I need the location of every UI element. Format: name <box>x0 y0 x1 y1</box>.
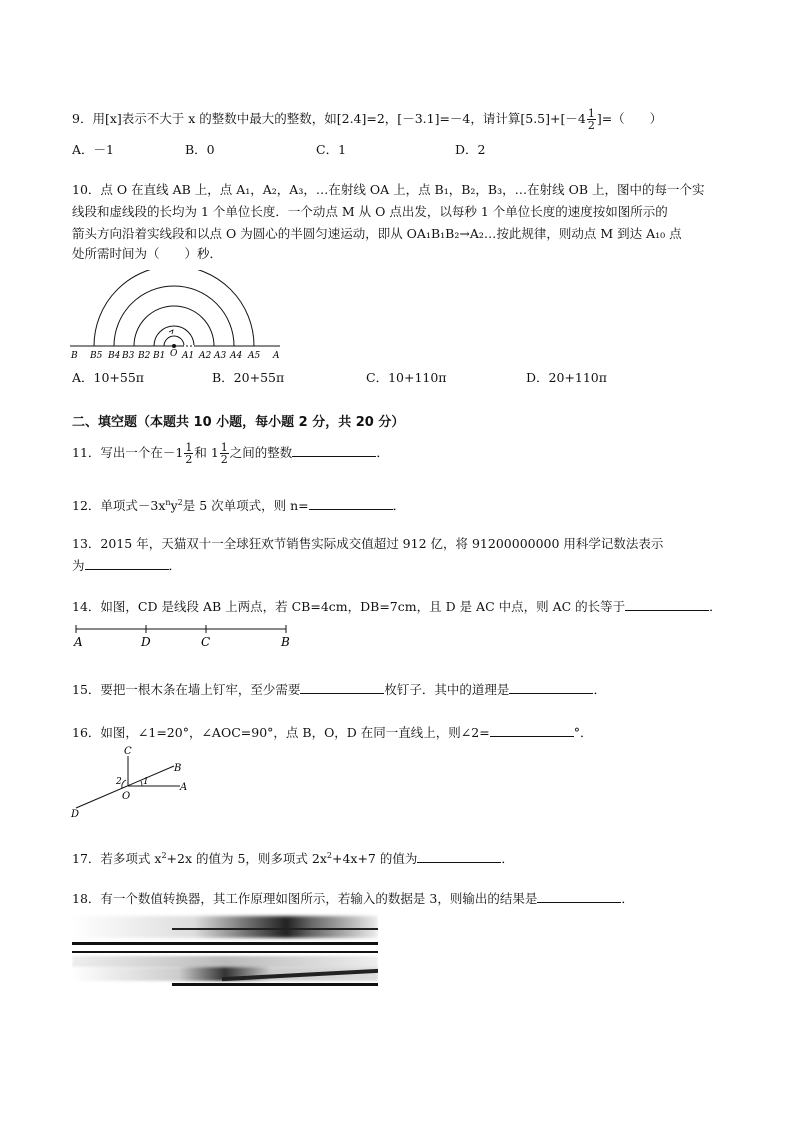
q9-text-a: 9．用[x]表示不大于 x 的整数中最大的整数，如[2.4]=2，[－3.1]=－4，请计算[5.5]+[－4 <box>72 111 586 126</box>
fig10-label-b1: B1 <box>153 351 166 361</box>
q11-fraction-1: $\frac{1}{2}$ <box>185 441 193 466</box>
fig10-label-b4: B4 <box>108 351 121 361</box>
q18-answer-blank[interactable] <box>537 890 621 903</box>
q10-semicircle-figure <box>68 270 288 366</box>
fig16-label-b: B <box>174 763 182 774</box>
fig16-label-1: 1 <box>143 777 149 787</box>
fig16-label-o: O <box>122 791 131 802</box>
fig14-label-b: B <box>281 635 290 649</box>
fig14-label-d: D <box>141 635 151 649</box>
question-14: 14．如图，CD 是线段 AB 上两点，若 CB=4cm，DB=7cm，且 D 是 AC 中点，则 AC 的长等于 ． <box>72 599 722 614</box>
q12-answer-blank[interactable] <box>309 497 393 510</box>
question-9 <box>72 108 662 131</box>
q16-answer-blank[interactable] <box>490 724 574 737</box>
q15-answer-blank-1[interactable] <box>300 681 384 694</box>
fig10-label-a: A <box>273 351 280 361</box>
q13-line-2: 为 ． <box>72 558 182 573</box>
fig10-label-b3: B3 <box>122 351 135 361</box>
fig16-label-a: A <box>180 782 188 793</box>
q9-text-b: ]=（ ） <box>596 111 663 126</box>
question-12: 12．单项式$-3x^ny^2$是 5 次单项式，则 n= ． <box>72 498 406 514</box>
q10-line-1: 10．点 O 在直线 AB 上，点 A₁，A₂，A₃，…在射线 OA 上，点 B₁，B₂，B₃，…在射线 OB 上，图中的每一个实 <box>72 182 705 197</box>
q10-line-2: 线段和虚线段的长均为 1 个单位长度．一个动点 M 从 O 点出发，以每秒 1 个单位长度的速度按如图所示的 <box>72 204 668 219</box>
q10-option-d: D．20+110π <box>526 370 607 385</box>
q9-fraction: $\frac{1}{2}$ <box>587 107 595 132</box>
q9-option-a: A．－1 <box>72 142 114 157</box>
q15-answer-blank-2[interactable] <box>509 681 593 694</box>
q10-option-a: A．10+55π <box>72 370 145 385</box>
question-11: 11．写出一个在－1 $\frac{1}{2}$ 和 1 $\frac{1}{2}$ 之间的整数 ． <box>72 441 389 466</box>
question-16: 16．如图，∠1=20°，∠AOC=90°，点 B，O，D 在同一直线上，则∠2= °． <box>72 725 593 740</box>
q10-option-c: C．10+110π <box>366 370 447 385</box>
question-17: 17．若多项式 $x^2+2x$ 的值为 5，则多项式 $2x^2+4x+7$ 的值为 ． <box>72 851 514 867</box>
fig10-label-b5: B5 <box>90 351 103 361</box>
fig16-label-2: 2 <box>116 777 122 787</box>
q18-converter-figure <box>72 912 378 990</box>
q9-option-b: B．0 <box>185 142 215 157</box>
q11-answer-blank[interactable] <box>292 444 376 457</box>
q17-answer-blank[interactable] <box>417 850 501 863</box>
q13-answer-blank[interactable] <box>85 557 169 570</box>
q10-line-3: 箭头方向沿着实线段和以点 O 为圆心的半圆匀速运动，即从 OA₁B₁B₂→A₂…按此规律，则动点 M 到达 A₁₀ 点 <box>72 226 682 241</box>
fig10-label-b2: B2 <box>138 351 151 361</box>
fig10-label-a3: A3 <box>214 351 227 361</box>
q9-option-c: C．1 <box>316 142 347 157</box>
q9-option-d: D．2 <box>455 142 486 157</box>
fig16-label-d: D <box>71 809 80 820</box>
fig16-label-c: C <box>124 746 132 757</box>
fig10-label-a1: A1 <box>182 351 195 361</box>
fig14-label-a: A <box>74 635 83 649</box>
fig14-label-c: C <box>201 635 211 649</box>
fig10-label-b: B <box>71 351 78 361</box>
fig10-label-o: O <box>170 349 178 359</box>
question-15: 15．要把一根木条在墙上钉牢，至少需要 枚钉子．其中的道理是 ． <box>72 682 606 697</box>
q10-option-b: B．20+55π <box>212 370 285 385</box>
q14-answer-blank[interactable] <box>625 598 709 611</box>
q13-line-1: 13．2015 年，天猫双十一全球狂欢节销售实际成交值超过 912 亿，将 91200000000 用科学记数法表示 <box>72 536 664 551</box>
fig10-label-a2: A2 <box>199 351 212 361</box>
question-18: 18．有一个数值转换器，其工作原理如图所示，若输入的数据是 3，则输出的结果是 ． <box>72 891 634 906</box>
section-2-header: 二、填空题（本题共 10 小题，每小题 2 分，共 20 分） <box>72 415 405 430</box>
q16-angle-figure <box>70 744 194 820</box>
q14-segment-figure <box>70 622 296 650</box>
fig10-label-a5: A5 <box>248 351 261 361</box>
q11-fraction-2: $\frac{1}{2}$ <box>220 441 228 466</box>
fig10-label-a4: A4 <box>230 351 243 361</box>
q10-line-4: 处所需时间为（ ）秒． <box>72 246 223 261</box>
